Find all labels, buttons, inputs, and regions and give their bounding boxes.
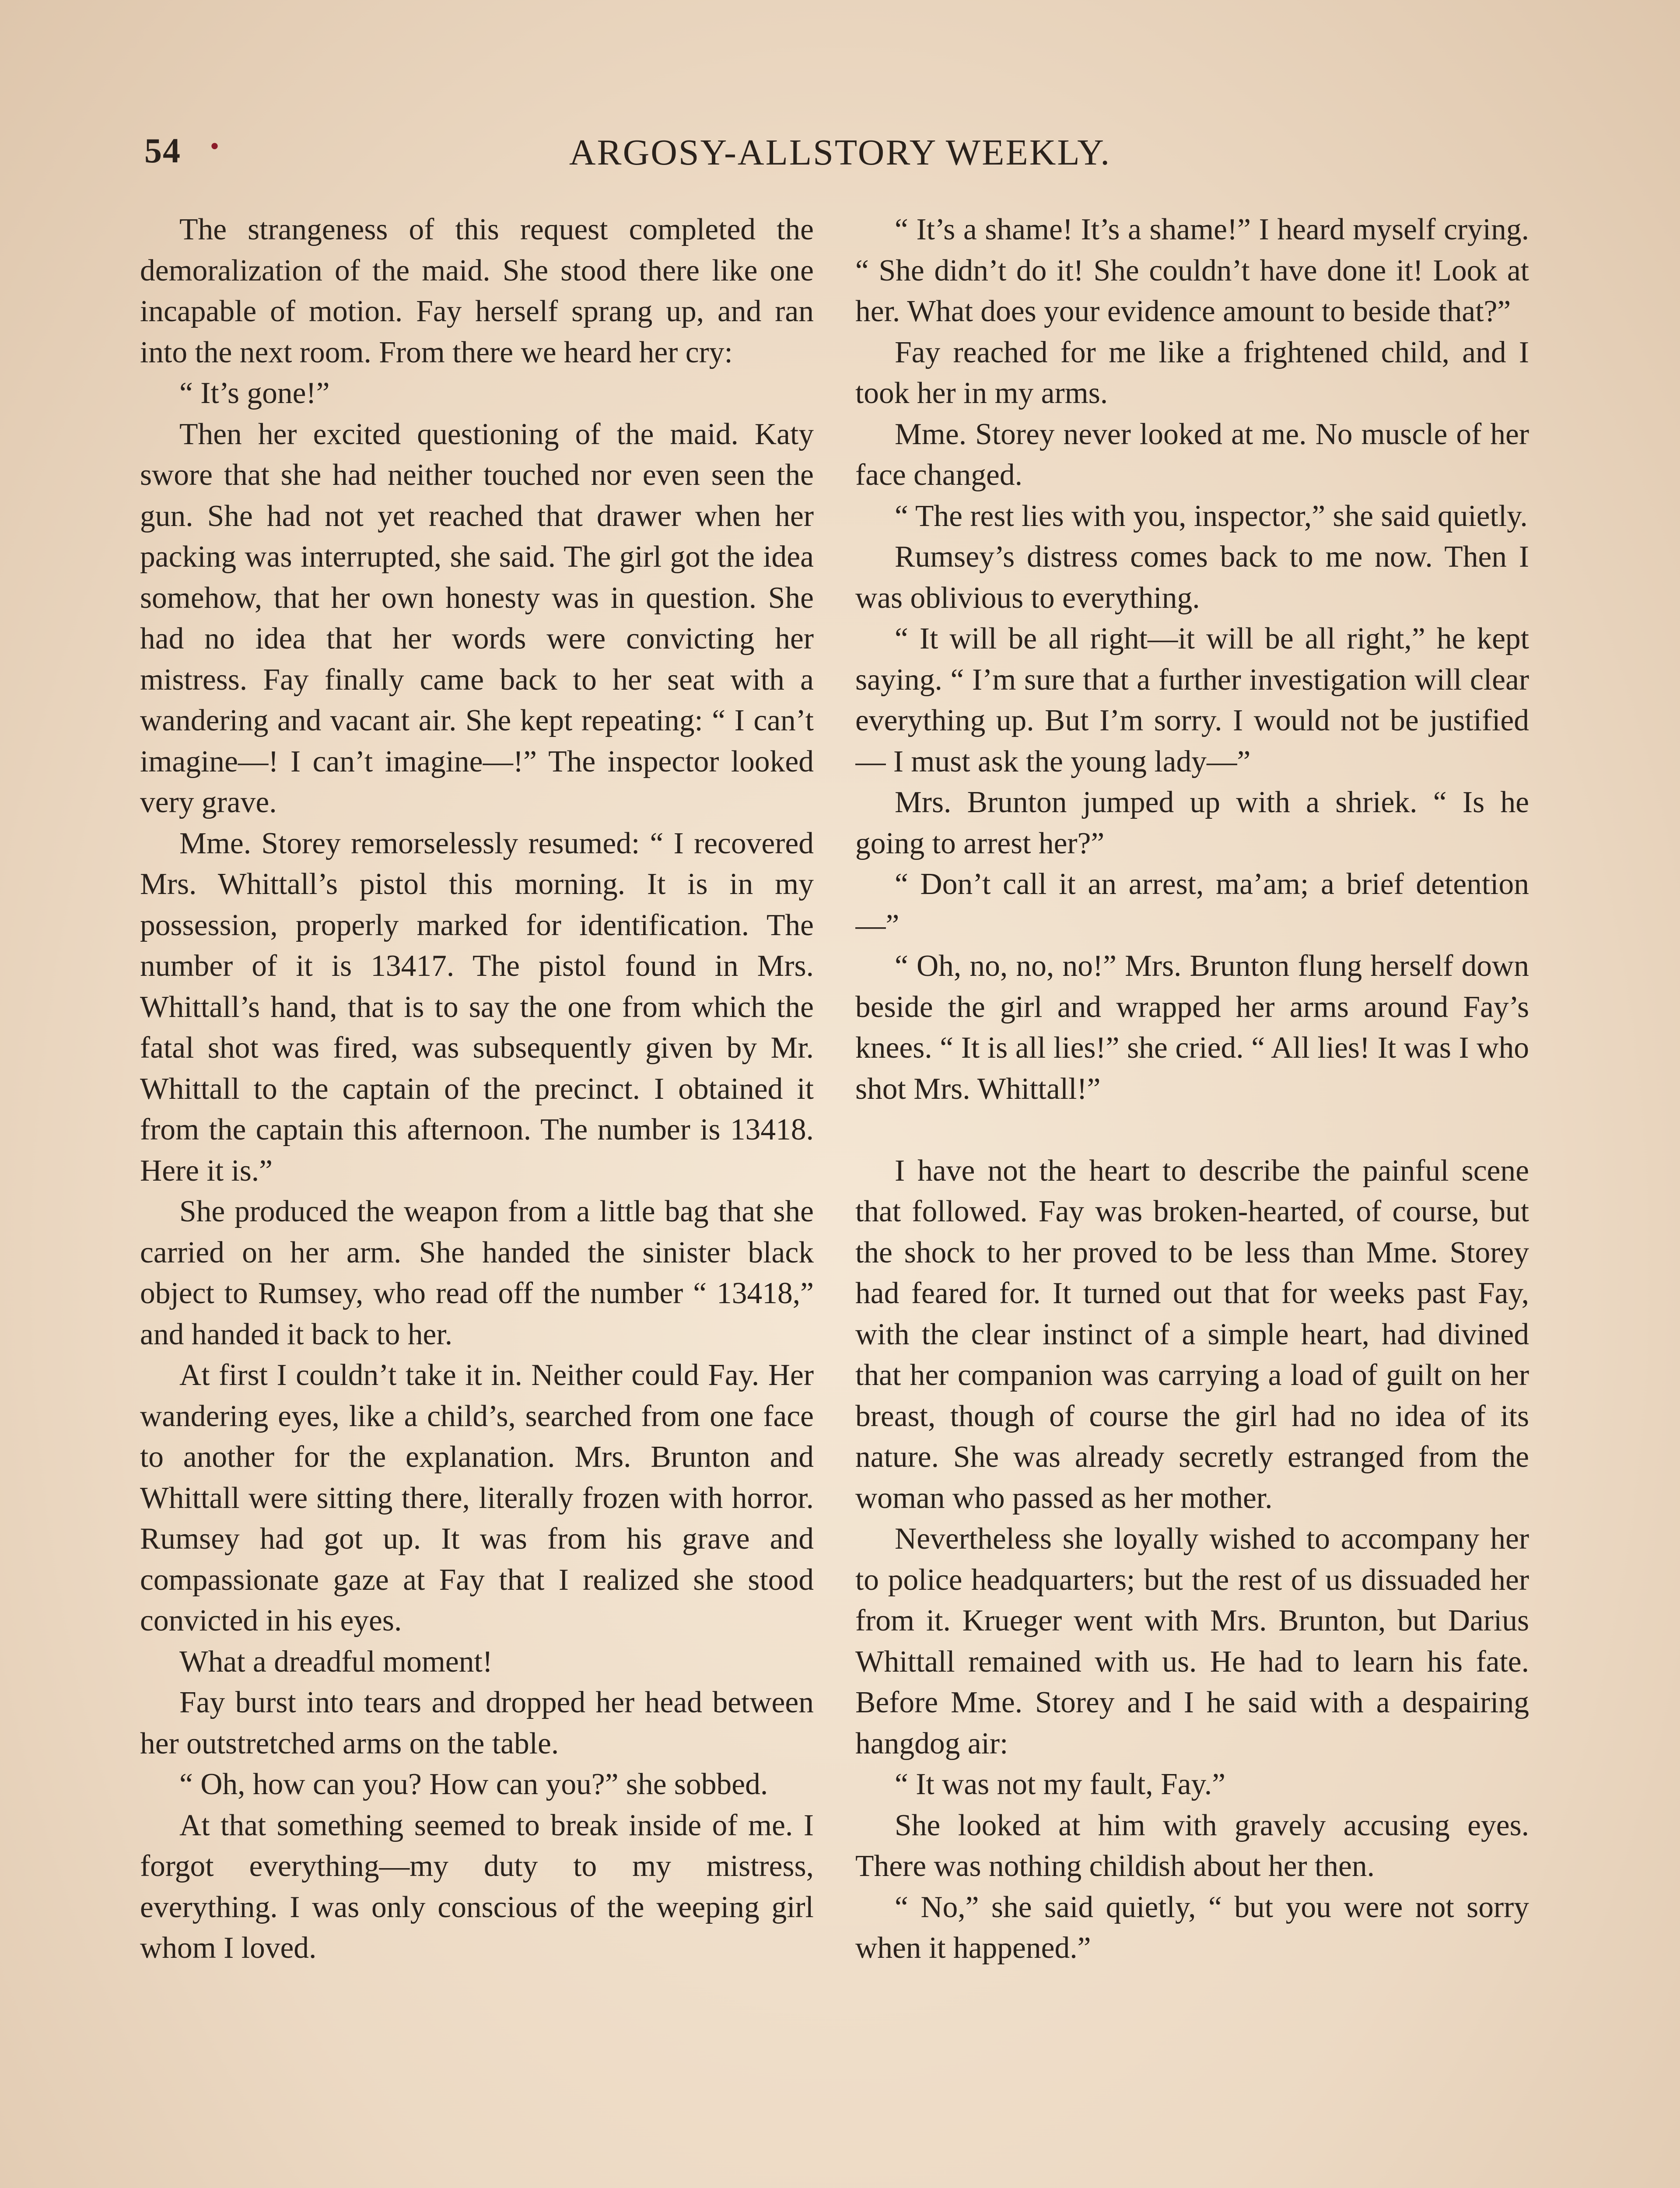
paragraph: “ Oh, no, no, no!” Mrs. Brunton flung herself down beside the girl and wrapped her arms around Fay’s knees. “ It is all lies!” she cried. “ All lies! It was I who shot Mrs. Whittall!” (855, 949, 1529, 1106)
paragraph: At that something seemed to break inside of me. I forgot everything—my duty to my mistress, everything. I was only conscious of the weeping girl whom I loved. (140, 1808, 814, 1965)
paragraph: The strangeness of this request completed the demoralization of the maid. She stood there like one incapable of motion. Fay herself sprang up, and ran into the next room. From there we heard her cry: (140, 213, 814, 369)
paragraph: Nevertheless she loyally wished to accompany her to police headquarters; but the rest of us dissuaded her from it. Krueger went with Mrs. Brunton, but Darius Whittall remained with us. He had to learn his fate. Before Mme. Storey and I he said with a despairing hangdog air: (855, 1522, 1529, 1760)
paragraph: Fay burst into tears and dropped her head between her outstretched arms on the table. (140, 1686, 814, 1760)
paragraph: “ It’s a shame! It’s a shame!” I heard myself crying. “ She didn’t do it! She couldn’t have done it! Look at her. What does your evidence amount to beside that?” (855, 213, 1529, 328)
right-column (855, 209, 1529, 2188)
section-break (855, 1109, 1529, 1150)
left-column (140, 209, 814, 2188)
page-number: 54 (144, 132, 181, 170)
paragraph: “ It was not my fault, Fay.” (895, 1767, 1225, 1801)
paragraph: Then her excited questioning of the maid. Katy swore that she had neither touched nor even seen the gun. She had not yet reached that drawer when her packing was interrupted, she said. The girl got the idea somehow, that her own honesty was in question. She had no idea that her words were convicting her mistress. Fay finally came back to her seat with a wandering and vacant air. She kept repeating: “ I can’t imagine—! I can’t imagine—!” The inspector looked very grave. (140, 417, 814, 819)
paragraph: “ Oh, how can you? How can you?” she sobbed. (179, 1767, 768, 1801)
paragraph: “ No,” she said quietly, “ but you were not sorry when it happened.” (855, 1890, 1529, 1965)
paragraph: “ It will be all right—it will be all right,” he kept saying. “ I’m sure that a further investigation will clear everything up. But I’m sorry. I would not be justified— I must ask the young lady—” (855, 622, 1529, 778)
paragraph: Fay reached for me like a frightened child, and I took her in my arms. (855, 335, 1529, 410)
paragraph: Mme. Storey remorselessly resumed: “ I recovered Mrs. Whittall’s pistol this morning. It is in my possession, properly marked for identification. The number of it is 13417. The pistol found in Mrs. Whittall’s hand, that is to say the one from which the fatal shot was fired, was subsequently given by Mr. Whittall to the captain of the precinct. I obtained it from the captain this afternoon. The number is 13418. Here it is.” (140, 826, 814, 1188)
paragraph: At first I couldn’t take it in. Neither could Fay. Her wandering eyes, like a child’s, searched from one face to another for the explanation. Mrs. Brunton and Whittall were sitting there, literally frozen with horror. Rumsey had got up. It was from his grave and compassionate gaze at Fay that I realized she stood convicted in his eyes. (140, 1358, 814, 1637)
running-head: ARGOSY-ALLSTORY WEEKLY. (569, 132, 1111, 173)
paragraph: She produced the weapon from a little bag that she carried on her arm. She handed the sinister black object to Rumsey, who read off the number “ 13418,” and handed it back to her. (140, 1195, 814, 1351)
paragraph: Mme. Storey never looked at me. No muscle of her face changed. (855, 417, 1529, 492)
paragraph: Mrs. Brunton jumped up with a shriek. “ Is he going to arrest her?” (855, 785, 1529, 860)
paragraph: Rumsey’s distress comes back to me now. Then I was oblivious to everything. (855, 540, 1529, 615)
page-mark: • (210, 132, 220, 161)
paragraph: I have not the heart to describe the painful scene that followed. Fay was broken-hearted, of course, but the shock to her proved to be less than Mme. Storey had feared for. It turned out that for weeks past Fay, with the clear instinct of a simple heart, had divined that her companion was carrying a load of guilt on her breast, though of course the girl had no idea of its nature. She was already secretly estranged from the woman who passed as her mother. (855, 1154, 1529, 1515)
paragraph: “ Don’t call it an arrest, ma’am; a brief detention—” (855, 867, 1529, 942)
paragraph: “ It’s gone!” (179, 376, 330, 410)
paragraph: She looked at him with gravely accusing eyes. There was nothing childish about her then. (855, 1808, 1529, 1883)
paragraph: “ The rest lies with you, inspector,” she said quietly. (895, 499, 1528, 533)
paragraph: What a dreadful moment! (179, 1645, 493, 1679)
page-header (144, 131, 1536, 184)
